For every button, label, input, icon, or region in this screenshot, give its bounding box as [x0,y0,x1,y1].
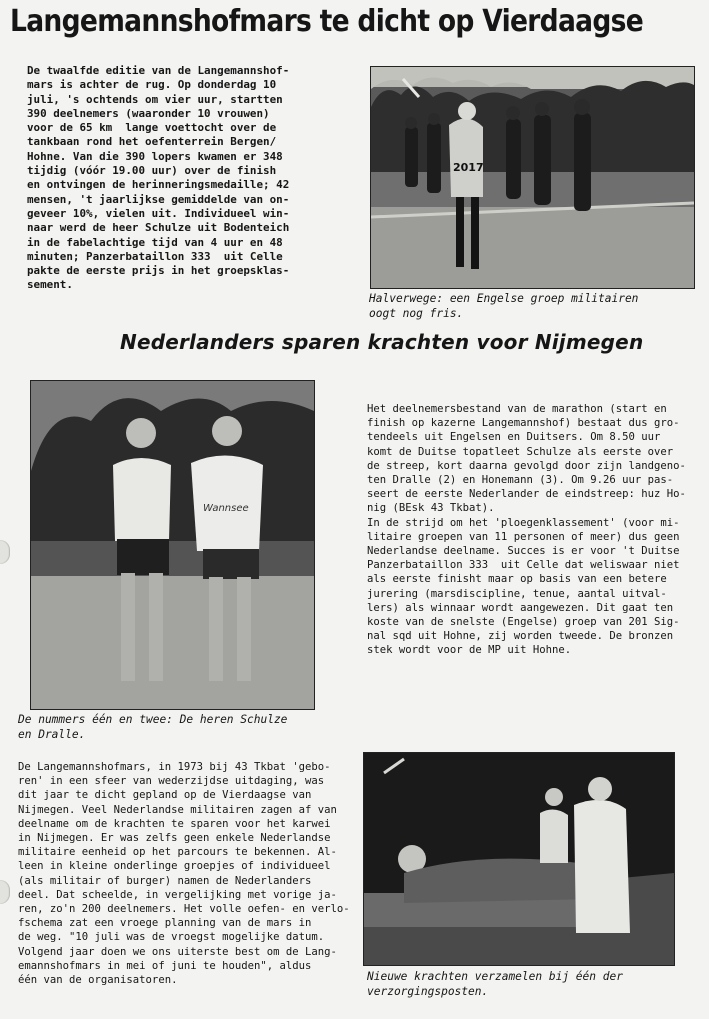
text-line: tijdig (vóór 19.00 uur) over de finish [27,164,277,178]
text-line: militaire eenheid op het parcours te bekennen. Al- [18,846,337,859]
headline: Langemannshofmars te dicht op Vierdaagse [10,4,644,39]
caption-photo-1: Halverwege: een Engelse groep militairen oogt nog fris. [369,292,639,320]
text-line: In de strijd om het 'ploegenklassement' (voor mi- [367,516,680,529]
text-line: ten Dralle (2) en Honemann (3). Om 9.26 uur pas- [367,474,674,487]
photo-aid-station [363,752,675,966]
text-line: Panzerbataillon 333 uit Celle dat weliswaar niet [367,559,680,572]
text-line: Hohne. Van die 390 lopers kwamen er 348 [27,149,283,163]
text-line: sement. [27,278,73,292]
text-line: voor de 65 km lange voettocht over de [27,121,277,135]
intro-paragraph [27,64,332,293]
text-line: jurering (marsdiscipline, tenue, aantal uitval- [367,587,667,600]
text-line: ren, zo'n 200 deelnemers. Het volle oefen- en verlo- [18,903,350,916]
subheadline: Nederlanders sparen krachten voor Nijmegen [120,330,644,354]
text-line: nal sqd uit Hohne, zij worden tweede. De bronzen [367,630,674,643]
text-line: 390 deelnemers (waaronder 10 vrouwen) [27,106,270,120]
text-line: nig (BEsk 43 Tkbat). [367,502,495,515]
caption-photo-2: De nummers één en twee: De heren Schulze en Dralle. [18,713,288,741]
text-line: deel. Dat scheelde, in vergelijking met vorige ja- [18,888,337,901]
text-line: komt de Duitse topatleet Schulze als eerste over [367,445,674,458]
text-line: één van de organisatoren. [18,974,178,987]
text-line: seert de eerste Nederlander de eindstreep: huz Ho- [367,488,686,501]
text-line: pakte de eerste prijs in het groepsklas- [27,264,290,278]
shirt-print-text: Wannsee [203,503,249,514]
text-line: leen in kleine onderlinge groepjes of individueel [18,860,331,873]
binder-hole-top [0,540,10,564]
text-line: Nederlandse deelname. Succes is er voor 't Duitse [367,545,680,558]
text-line: deelname om de krachten te sparen voor het karwei [18,817,331,830]
text-line: en ontvingen de herinneringsmedaille; 42 [27,178,290,192]
text-line: mars is achter de rug. Op donderdag 10 [27,78,277,92]
text-line: litaire groepen van 11 personen of meer) dus geen [367,530,680,543]
text-line: dit jaar te dicht gepland op de Vierdaagse van [18,789,312,802]
text-line: de streep, kort daarna gevolgd door zijn landgeno- [367,459,686,472]
text-line: minuten; Panzerbataillon 333 uit Celle [27,249,283,263]
text-line: mensen, 't jaarlijkse gemiddelde van on- [27,192,290,206]
text-line: Nijmegen. Veel Nederlandse militairen zagen af van [18,803,337,816]
text-line: Volgend jaar doen we ons uiterste best om de Lang- [18,945,337,958]
text-line: in Nijmegen. Er was zelfs geen enkele Nederlandse [18,832,331,845]
photo-marching-soldiers [370,66,695,289]
text-line: emannshofmars in mei of juni te houden", aldus [18,959,312,972]
text-line: geveer 10%, vielen uit. Individueel win- [27,206,290,220]
text-line: (als militair of burger) namen de Nederlanders [18,874,312,887]
marathon-paragraph [367,402,702,658]
caption-photo-3: Nieuwe krachten verzamelen bij één der verzorgingsposten. [367,970,623,998]
text-line: De Langemannshofmars, in 1973 bij 43 Tkbat 'gebo- [18,761,331,773]
text-line: in de fabelachtige tijd van 4 uur en 48 [27,235,283,249]
text-line: als eerste finisht maar op basis van een betere [367,573,667,586]
text-line: naar werd de heer Schulze uit Bodenteich [27,221,290,235]
text-line: ren' in een sfeer van wederzijdse uitdaging, was [18,775,325,788]
text-line: lers) als winnaar wordt aangewezen. Dit gaat ten [367,601,674,614]
text-line: fschema zat een vroege planning van de mars in [18,917,312,930]
text-line: tendeels uit Engelsen en Duitsers. Om 8.50 uur [367,431,661,444]
text-line: De twaalfde editie van de Langemannshof- [27,64,290,77]
text-line: de weg. "10 juli was de vroegst mogelijke datum. [18,931,325,944]
text-line: juli, 's ochtends om vier uur, startten [27,92,283,106]
text-line: koste van de snelste (Engelse) groep van 201 Sig- [367,616,680,629]
text-line: Het deelnemersbestand van de marathon (start en [367,403,667,415]
text-line: finish op kazerne Langemannshof) bestaat dus gro- [367,417,680,430]
text-line: tankbaan rond het oefenterrein Bergen/ [27,135,277,149]
binder-hole-bottom [0,880,10,904]
photo-runners-schulze-dralle [30,380,315,710]
text-line: stek wordt voor de MP uit Hohne. [367,644,572,657]
history-paragraph [18,760,348,987]
bib-number-2017: 2017 [453,161,484,174]
